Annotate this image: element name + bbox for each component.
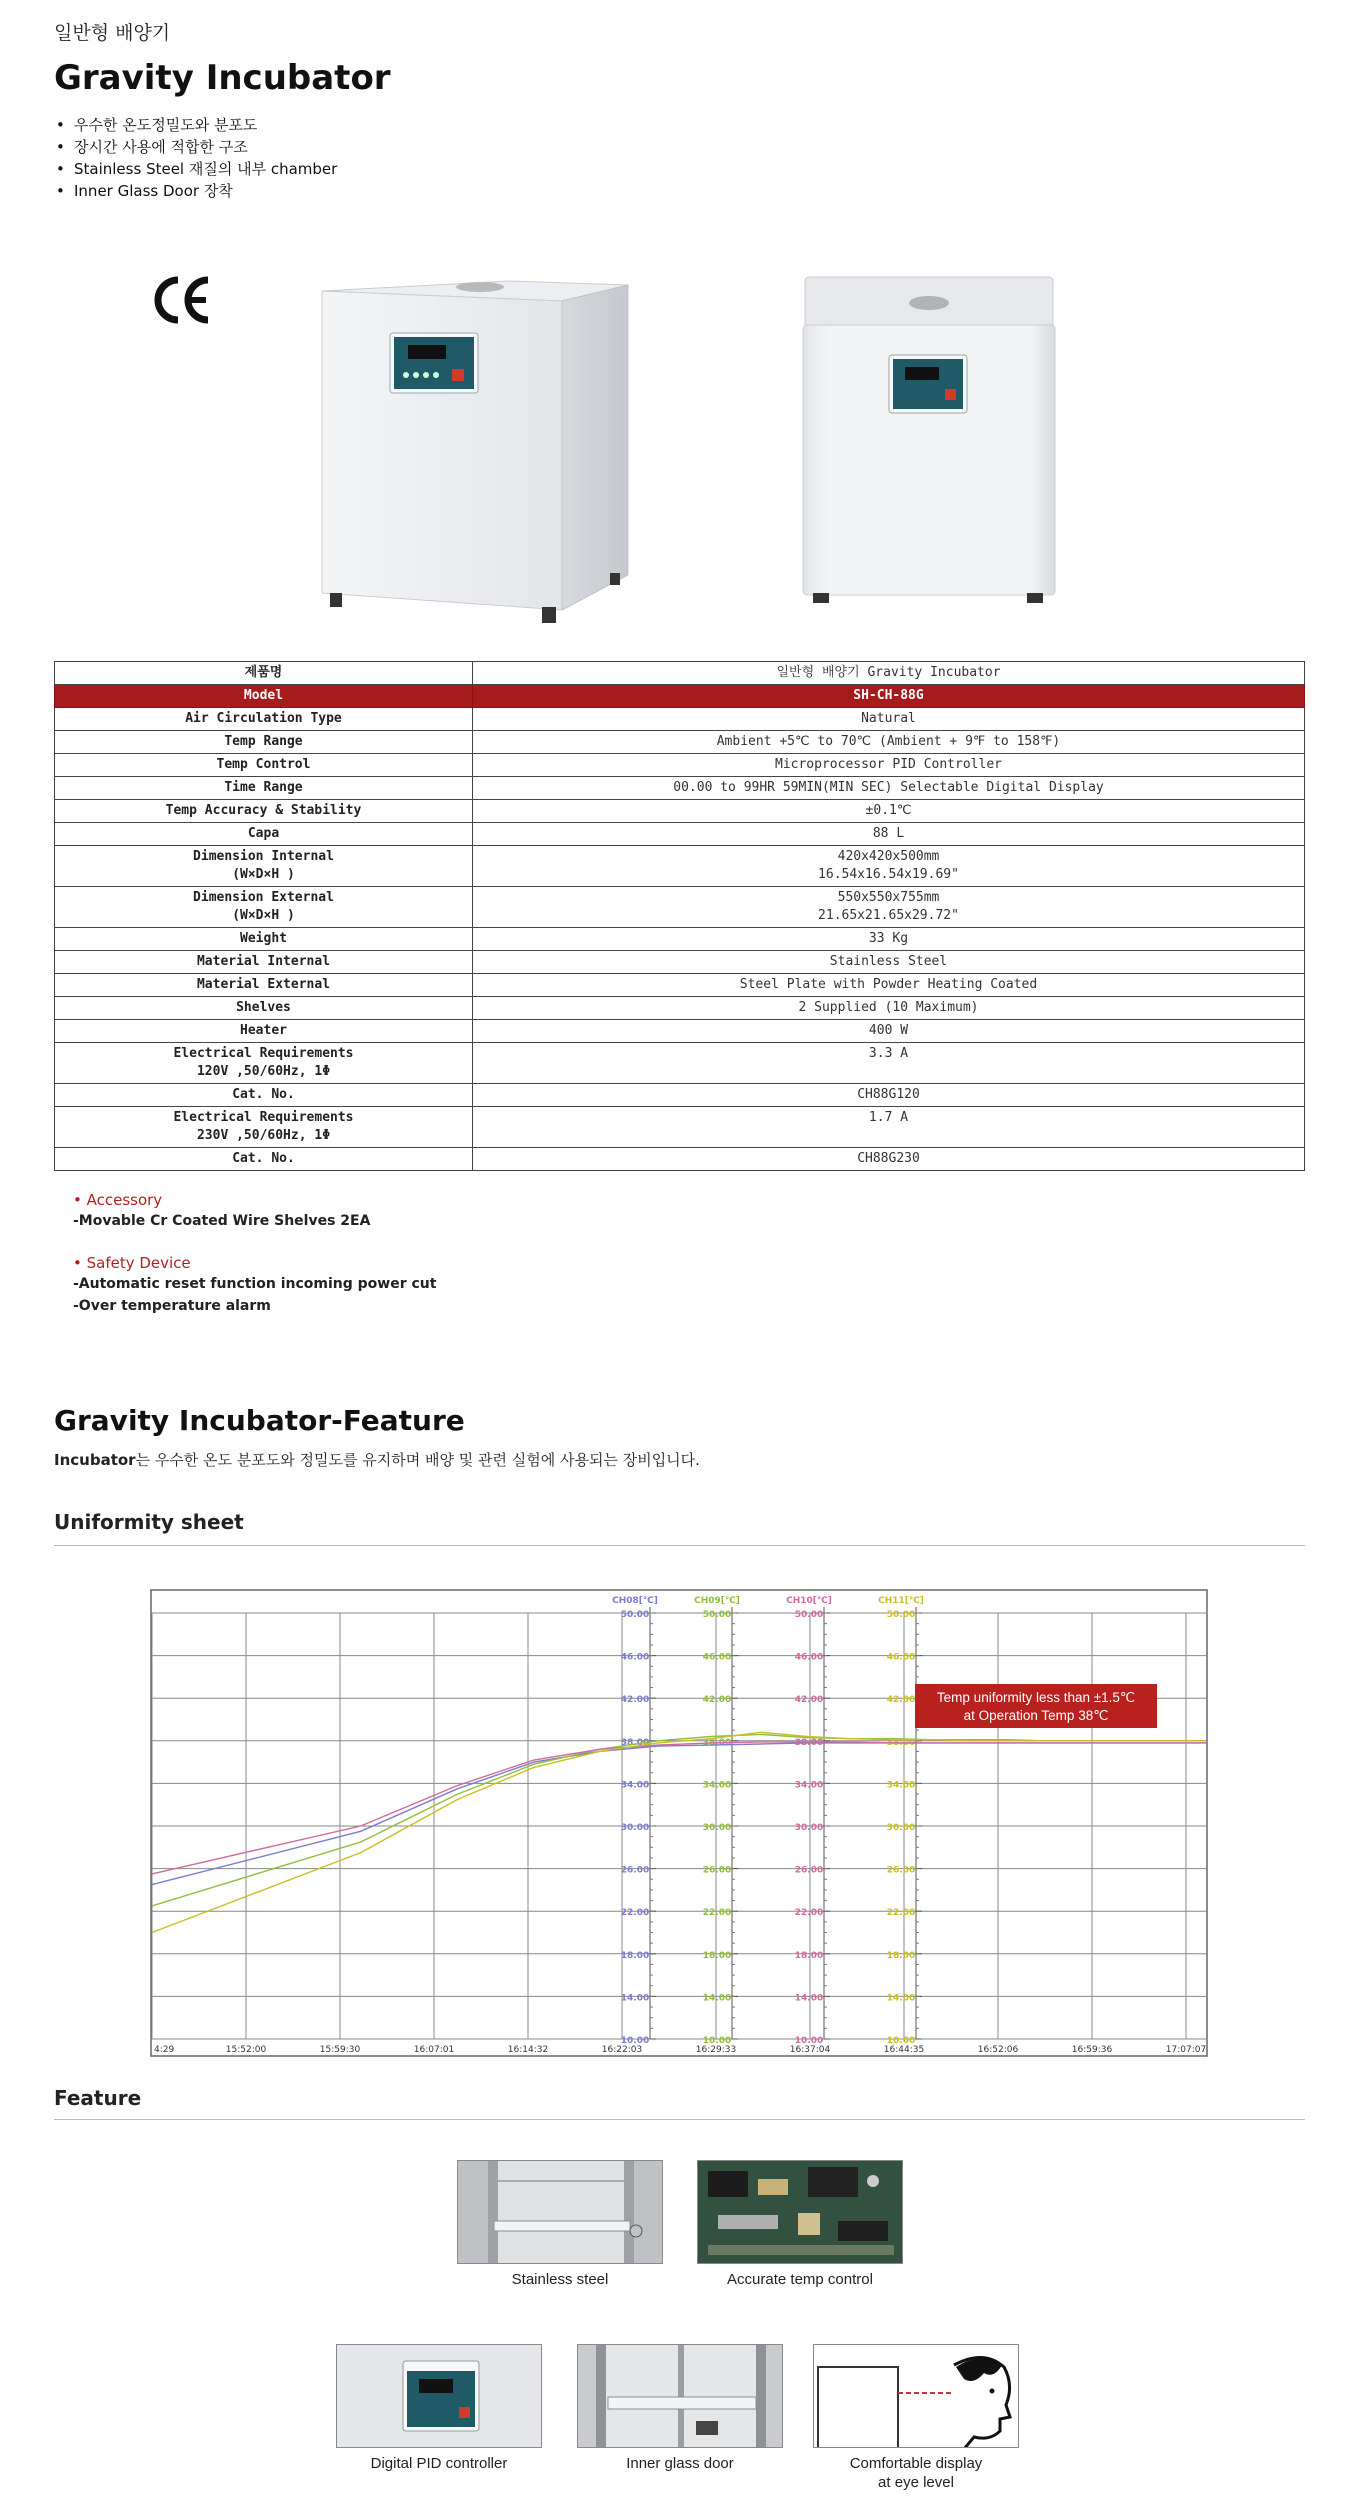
- bullet-item: • 장시간 사용에 적합한 구조: [56, 136, 337, 158]
- spec-row: [55, 685, 1305, 708]
- spec-value-text: Microprocessor PID Controller: [775, 757, 1002, 772]
- spec-label: [55, 800, 473, 823]
- spec-value: [473, 1020, 1305, 1043]
- channel-tick-label: 14.00: [620, 1993, 650, 2004]
- page-title: Gravity Incubator: [54, 58, 391, 98]
- channel-tick-label: 34.00: [620, 1780, 650, 1791]
- spec-row: [55, 662, 1305, 685]
- spec-value: [473, 887, 1305, 928]
- spec-value: [473, 928, 1305, 951]
- spec-value-text: Ambient +5℃ to 70℃ (Ambient + 9℉ to 158℉): [716, 734, 1061, 749]
- channel-header: CH08[℃]: [612, 1596, 658, 1606]
- spec-value-text: SH-CH-88G: [853, 688, 924, 703]
- spec-label: [55, 731, 473, 754]
- spec-table: [54, 661, 1305, 1171]
- chart-frame: [151, 1590, 1207, 2056]
- spec-label-text: Material External: [196, 977, 331, 992]
- channel-tick-label: 42.00: [702, 1695, 732, 1706]
- spec-row: [55, 823, 1305, 846]
- spec-label-text: Dimension Internal: [193, 849, 334, 864]
- spec-row: [55, 928, 1305, 951]
- feature-caption: Accurate temp control: [727, 2271, 873, 2288]
- spec-label-text: Temp Range: [224, 734, 303, 749]
- feature-card-glass-door: [577, 2344, 783, 2448]
- ce-mark-icon: [152, 270, 212, 330]
- channel-tick-label: 42.00: [794, 1695, 824, 1706]
- channel-tick-label: 26.00: [702, 1865, 732, 1876]
- stainless-steel-icon: [458, 2161, 663, 2264]
- channel-tick-label: 22.00: [794, 1908, 824, 1919]
- feature-section-desc: [54, 1449, 700, 1470]
- channel-tick-label: 50.00: [620, 1610, 650, 1620]
- spec-row: [55, 1043, 1305, 1084]
- spec-row: [55, 974, 1305, 997]
- spec-label: [55, 887, 473, 928]
- channel-tick-label: 18.00: [794, 1950, 824, 1961]
- spec-label: [55, 1084, 473, 1107]
- spec-row: [55, 754, 1305, 777]
- channel-tick-label: 10.00: [794, 2036, 824, 2046]
- spec-label: [55, 777, 473, 800]
- safety-item: -Automatic reset function incoming power cut: [73, 1276, 437, 1292]
- spec-value: [473, 754, 1305, 777]
- spec-value-sub: 16.54x16.54x19.69": [818, 867, 959, 882]
- spec-value-text: Stainless Steel: [829, 954, 948, 969]
- channel-tick-label: 34.00: [794, 1780, 824, 1791]
- spec-label-sub: 120V ,50/60Hz, 1Φ: [196, 1064, 331, 1079]
- spec-row: [55, 1084, 1305, 1107]
- spec-value: [473, 997, 1305, 1020]
- spec-label: [55, 997, 473, 1020]
- spec-value-text: 1.7 A: [868, 1110, 909, 1125]
- spec-row: [55, 1107, 1305, 1148]
- feature-section-title: Gravity Incubator-Feature: [54, 1404, 465, 1437]
- spec-label: [55, 1043, 473, 1084]
- channel-tick-label: 46.00: [886, 1652, 916, 1663]
- spec-label-text: Cat. No.: [232, 1151, 295, 1166]
- spec-label: [55, 662, 473, 685]
- channel-tick-label: 30.00: [886, 1823, 916, 1833]
- x-tick-label: 4:29: [154, 2045, 175, 2055]
- spec-value-text: 2 Supplied (10 Maximum): [798, 1000, 979, 1015]
- channel-tick-label: 42.00: [620, 1695, 650, 1706]
- channel-tick-label: 30.00: [794, 1823, 824, 1833]
- spec-label-text: Dimension External: [193, 890, 334, 905]
- channel-tick-label: 14.00: [794, 1993, 824, 2004]
- spec-label: [55, 974, 473, 997]
- bullet-item: • Stainless Steel 재질의 내부 chamber: [56, 158, 337, 180]
- spec-label-sub: (W×D×H ): [232, 867, 295, 882]
- glass-door-icon: [578, 2345, 783, 2448]
- feature-caption: Comfortable display: [849, 2455, 983, 2472]
- channel-tick-label: 18.00: [702, 1950, 732, 1961]
- spec-value: [473, 951, 1305, 974]
- spec-value: [473, 1107, 1305, 1148]
- spec-row: [55, 731, 1305, 754]
- spec-row: [55, 1148, 1305, 1171]
- feature-bullets: [56, 114, 337, 202]
- feature-caption: Inner glass door: [626, 2455, 734, 2472]
- spec-label-sub: 230V ,50/60Hz, 1Φ: [196, 1128, 331, 1143]
- channel-tick-label: 18.00: [886, 1950, 916, 1961]
- spec-label: [55, 1107, 473, 1148]
- channel-tick-label: 38.00: [620, 1737, 650, 1748]
- x-tick-label: 16:44:35: [883, 2045, 925, 2055]
- spec-row: [55, 777, 1305, 800]
- x-tick-label: 16:22:03: [601, 2045, 643, 2055]
- channel-tick-label: 18.00: [620, 1950, 650, 1961]
- spec-label: [55, 1020, 473, 1043]
- channel-tick-label: 30.00: [620, 1823, 650, 1833]
- spec-row: [55, 887, 1305, 928]
- feature-card-stainless: [457, 2160, 663, 2264]
- spec-value: [473, 823, 1305, 846]
- feature-caption: Stainless steel: [511, 2271, 609, 2288]
- spec-label-text: Model: [243, 688, 284, 703]
- spec-value: [473, 777, 1305, 800]
- spec-label-text: Cat. No.: [232, 1087, 295, 1102]
- spec-label: [55, 928, 473, 951]
- accessory-title: • Accessory: [73, 1191, 163, 1209]
- spec-row: [55, 708, 1305, 731]
- spec-row: [55, 846, 1305, 887]
- feature-caption: Digital PID controller: [370, 2455, 508, 2472]
- spec-value-text: 00.00 to 99HR 59MIN(MIN SEC) Selectable Digital Display: [673, 780, 1104, 795]
- divider: [54, 2119, 1305, 2120]
- channel-tick-label: 26.00: [886, 1865, 916, 1876]
- spec-value-text: 550x550x755mm: [837, 890, 940, 905]
- spec-label: [55, 951, 473, 974]
- spec-value-text: Natural: [861, 711, 916, 726]
- pid-controller-icon: [337, 2345, 542, 2448]
- spec-value-text: 3.3 A: [868, 1046, 909, 1061]
- spec-label-text: Temp Control: [216, 757, 311, 772]
- channel-tick-label: 50.00: [702, 1610, 732, 1620]
- spec-value-text: 88 L: [872, 826, 905, 841]
- spec-row: [55, 800, 1305, 823]
- spec-label: [55, 846, 473, 887]
- spec-label-text: Shelves: [236, 1000, 291, 1015]
- channel-tick-label: 46.00: [702, 1652, 732, 1663]
- spec-label: [55, 708, 473, 731]
- channel-tick-label: 26.00: [620, 1865, 650, 1876]
- spec-label: [55, 823, 473, 846]
- spec-value-text: 400 W: [868, 1023, 909, 1038]
- circuit-board-icon: [698, 2161, 903, 2264]
- channel-tick-label: 38.00: [886, 1737, 916, 1748]
- channel-tick-label: 50.00: [886, 1610, 916, 1620]
- desc-rest: 는 우수한 온도 분포도와 정밀도를 유지하며 배양 및 관련 실험에 사용되는 장비입니다.: [135, 1451, 700, 1469]
- channel-tick-label: 10.00: [620, 2036, 650, 2046]
- spec-value: [473, 974, 1305, 997]
- safety-title: • Safety Device: [73, 1254, 191, 1272]
- spec-value: [473, 1084, 1305, 1107]
- annotation-text: at Operation Temp 38℃: [963, 1708, 1109, 1723]
- accessory-item: -Movable Cr Coated Wire Shelves 2EA: [73, 1213, 371, 1229]
- x-tick-label: 16:52:06: [977, 2045, 1019, 2055]
- bullet-item: • Inner Glass Door 장착: [56, 180, 337, 202]
- spec-label-text: Time Range: [224, 780, 303, 795]
- x-tick-label: 17:07:07: [1165, 2045, 1207, 2055]
- spec-value-text: 33 Kg: [868, 931, 909, 946]
- channel-tick-label: 38.00: [794, 1737, 824, 1748]
- channel-tick-label: 34.00: [886, 1780, 916, 1791]
- x-tick-label: 16:59:36: [1071, 2045, 1113, 2055]
- safety-item: -Over temperature alarm: [73, 1298, 271, 1314]
- channel-tick-label: 50.00: [794, 1610, 824, 1620]
- spec-label-text: Heater: [240, 1023, 287, 1038]
- spec-label-text: Temp Accuracy & Stability: [165, 803, 362, 818]
- channel-tick-label: 46.00: [620, 1652, 650, 1663]
- channel-tick-label: 14.00: [886, 1993, 916, 2004]
- spec-value: [473, 685, 1305, 708]
- spec-value: [473, 708, 1305, 731]
- page-subtitle: 일반형 배양기: [54, 22, 171, 44]
- channel-tick-label: 22.00: [886, 1908, 916, 1919]
- spec-label-text: Capa: [247, 826, 280, 841]
- spec-value-text: ±0.1℃: [865, 803, 912, 818]
- annotation-text: Temp uniformity less than ±1.5℃: [936, 1690, 1136, 1705]
- channel-header: CH11[℃]: [878, 1596, 924, 1606]
- x-tick-label: 16:37:04: [789, 2045, 831, 2055]
- channel-tick-label: 22.00: [702, 1908, 732, 1919]
- uniformity-chart: [150, 1589, 1208, 2057]
- incubator-front-image: [795, 275, 1065, 620]
- divider: [54, 1545, 1305, 1546]
- eye-level-icon: [814, 2345, 1019, 2448]
- feature-card-pid: [336, 2344, 542, 2448]
- spec-value-text: 420x420x500mm: [837, 849, 940, 864]
- feature-title: Feature: [54, 2086, 142, 2110]
- channel-tick-label: 46.00: [794, 1652, 824, 1663]
- feature-card-eye-level: [813, 2344, 1019, 2448]
- channel-tick-label: 42.00: [886, 1695, 916, 1706]
- x-tick-label: 15:52:00: [225, 2045, 267, 2055]
- spec-label: [55, 754, 473, 777]
- desc-bold: Incubator: [54, 1451, 136, 1469]
- channel-tick-label: 22.00: [620, 1908, 650, 1919]
- spec-value-sub: 21.65x21.65x29.72": [818, 908, 959, 923]
- channel-header: CH10[℃]: [786, 1596, 832, 1606]
- spec-label-text: Air Circulation Type: [185, 711, 342, 726]
- spec-label-text: Material Internal: [196, 954, 331, 969]
- spec-value: [473, 846, 1305, 887]
- channel-tick-label: 30.00: [702, 1823, 732, 1833]
- bullet-item: • 우수한 온도정밀도와 분포도: [56, 114, 337, 136]
- spec-value: [473, 662, 1305, 685]
- channel-tick-label: 10.00: [886, 2036, 916, 2046]
- spec-value-text: 일반형 배양기 Gravity Incubator: [776, 665, 1001, 680]
- spec-label-sub: (W×D×H ): [232, 908, 295, 923]
- spec-value: [473, 800, 1305, 823]
- channel-tick-label: 14.00: [702, 1993, 732, 2004]
- spec-label-text: Electrical Requirements: [173, 1110, 354, 1125]
- spec-value-text: CH88G120: [857, 1087, 920, 1102]
- spec-value-text: CH88G230: [857, 1151, 920, 1166]
- feature-caption-line2: at eye level: [878, 2474, 954, 2491]
- spec-label-text: Weight: [240, 931, 287, 946]
- uniformity-title: Uniformity sheet: [54, 1510, 244, 1534]
- spec-label: [55, 685, 473, 708]
- incubator-angled-image: [310, 275, 640, 635]
- spec-row: [55, 1020, 1305, 1043]
- x-tick-label: 15:59:30: [319, 2045, 361, 2055]
- channel-tick-label: 26.00: [794, 1865, 824, 1876]
- feature-card-temp-control: [697, 2160, 903, 2264]
- spec-row: [55, 997, 1305, 1020]
- x-tick-label: 16:14:32: [507, 2045, 549, 2055]
- channel-tick-label: 10.00: [702, 2036, 732, 2046]
- spec-value: [473, 1148, 1305, 1171]
- channel-tick-label: 34.00: [702, 1780, 732, 1791]
- spec-label-text: 제품명: [244, 665, 283, 680]
- x-tick-label: 16:29:33: [695, 2045, 737, 2055]
- channel-header: CH09[℃]: [694, 1596, 740, 1606]
- spec-value-text: Steel Plate with Powder Heating Coated: [739, 977, 1038, 992]
- channel-tick-label: 38.00: [702, 1737, 732, 1748]
- spec-value: [473, 1043, 1305, 1084]
- x-tick-label: 16:07:01: [413, 2045, 455, 2055]
- spec-row: [55, 951, 1305, 974]
- spec-value: [473, 731, 1305, 754]
- spec-label: [55, 1148, 473, 1171]
- spec-label-text: Electrical Requirements: [173, 1046, 354, 1061]
